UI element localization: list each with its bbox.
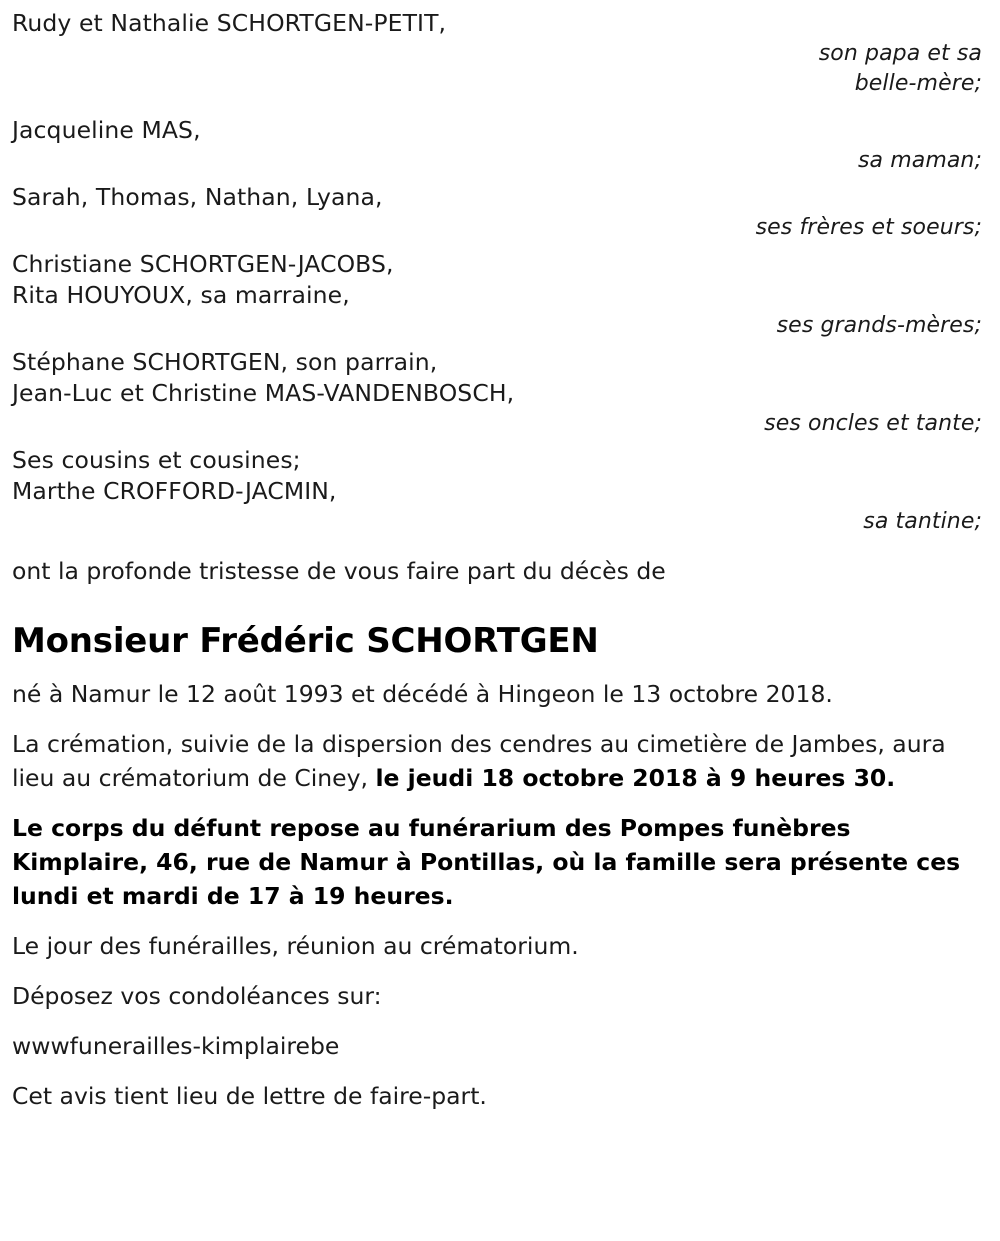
- spacer: [12, 101, 990, 115]
- family-relation-line: ses frères et soeurs;: [755, 215, 982, 240]
- family-names: [12, 115, 990, 146]
- cremation-paragraph: [12, 727, 987, 795]
- birth-death-line: né à Namur le 12 août 1993 et décédé à Hingeon le 13 octobre 2018.: [12, 680, 833, 708]
- family-relation: [12, 39, 990, 99]
- family-relation: [12, 507, 990, 537]
- condolences-website[interactable]: wwwfunerailles-kimplairebe: [12, 1032, 340, 1060]
- family-relation-line: son papa et sa: [818, 41, 982, 66]
- family-group: [12, 347, 990, 439]
- family-name-line: Jacqueline MAS,: [12, 116, 201, 144]
- family-group: [12, 115, 990, 176]
- family-listing: [12, 0, 990, 537]
- family-name-line: Marthe CROFFORD-JACMIN,: [12, 477, 337, 505]
- family-name-line: Sarah, Thomas, Nathan, Lyana,: [12, 183, 383, 211]
- family-names: [12, 8, 990, 39]
- family-names: [12, 347, 990, 409]
- family-relation: [12, 213, 990, 243]
- family-names: [12, 445, 990, 507]
- family-relation: [12, 311, 990, 341]
- family-relation-line: belle-mère;: [854, 71, 982, 96]
- family-relation-line: sa tantine;: [863, 509, 982, 534]
- family-name-line: Christiane SCHORTGEN-JACOBS,: [12, 250, 394, 278]
- family-relation-line: ses oncles et tante;: [764, 411, 982, 436]
- family-relation-line: ses grands-mères;: [776, 313, 982, 338]
- family-names: [12, 182, 990, 213]
- condolences-label: Déposez vos condoléances sur:: [12, 982, 382, 1010]
- family-group: [12, 445, 990, 537]
- family-name-line: Rudy et Nathalie SCHORTGEN-PETIT,: [12, 9, 447, 37]
- family-name-line: Stéphane SCHORTGEN, son parrain,: [12, 348, 438, 376]
- closing-line: Cet avis tient lieu de lettre de faire-part.: [12, 1082, 487, 1110]
- family-name-line: Ses cousins et cousines;: [12, 446, 301, 474]
- family-name-line: Rita HOUYOUX, sa marraine,: [12, 281, 350, 309]
- cremation-text-bold: le jeudi 18 octobre 2018 à 9 heures 30.: [375, 764, 896, 792]
- family-group: [12, 8, 990, 99]
- family-names: [12, 249, 990, 311]
- family-name-line: Jean-Luc et Christine MAS-VANDENBOSCH,: [12, 379, 515, 407]
- family-relation: [12, 409, 990, 439]
- family-group: [12, 182, 990, 243]
- family-relation-line: sa maman;: [857, 148, 982, 173]
- family-relation: [12, 146, 990, 176]
- deceased-name-heading: Monsieur Frédéric SCHORTGEN: [12, 621, 599, 661]
- reunion-line: Le jour des funérailles, réunion au crématorium.: [12, 932, 579, 960]
- announcement-intro: ont la profonde tristesse de vous faire part du décès de: [12, 557, 666, 585]
- repose-paragraph: Le corps du défunt repose au funérarium des Pompes funèbres Kimplaire, 46, rue de Namur à Pontillas, où la famille sera présente ces lundi et mardi de 17 à 19 heures.: [12, 814, 961, 910]
- family-group: [12, 249, 990, 341]
- cremation-text-normal: La crémation, suivie de la dispersion des cendres au cimetière de Jambes, aura lieu au crématorium de Ciney,: [12, 730, 946, 792]
